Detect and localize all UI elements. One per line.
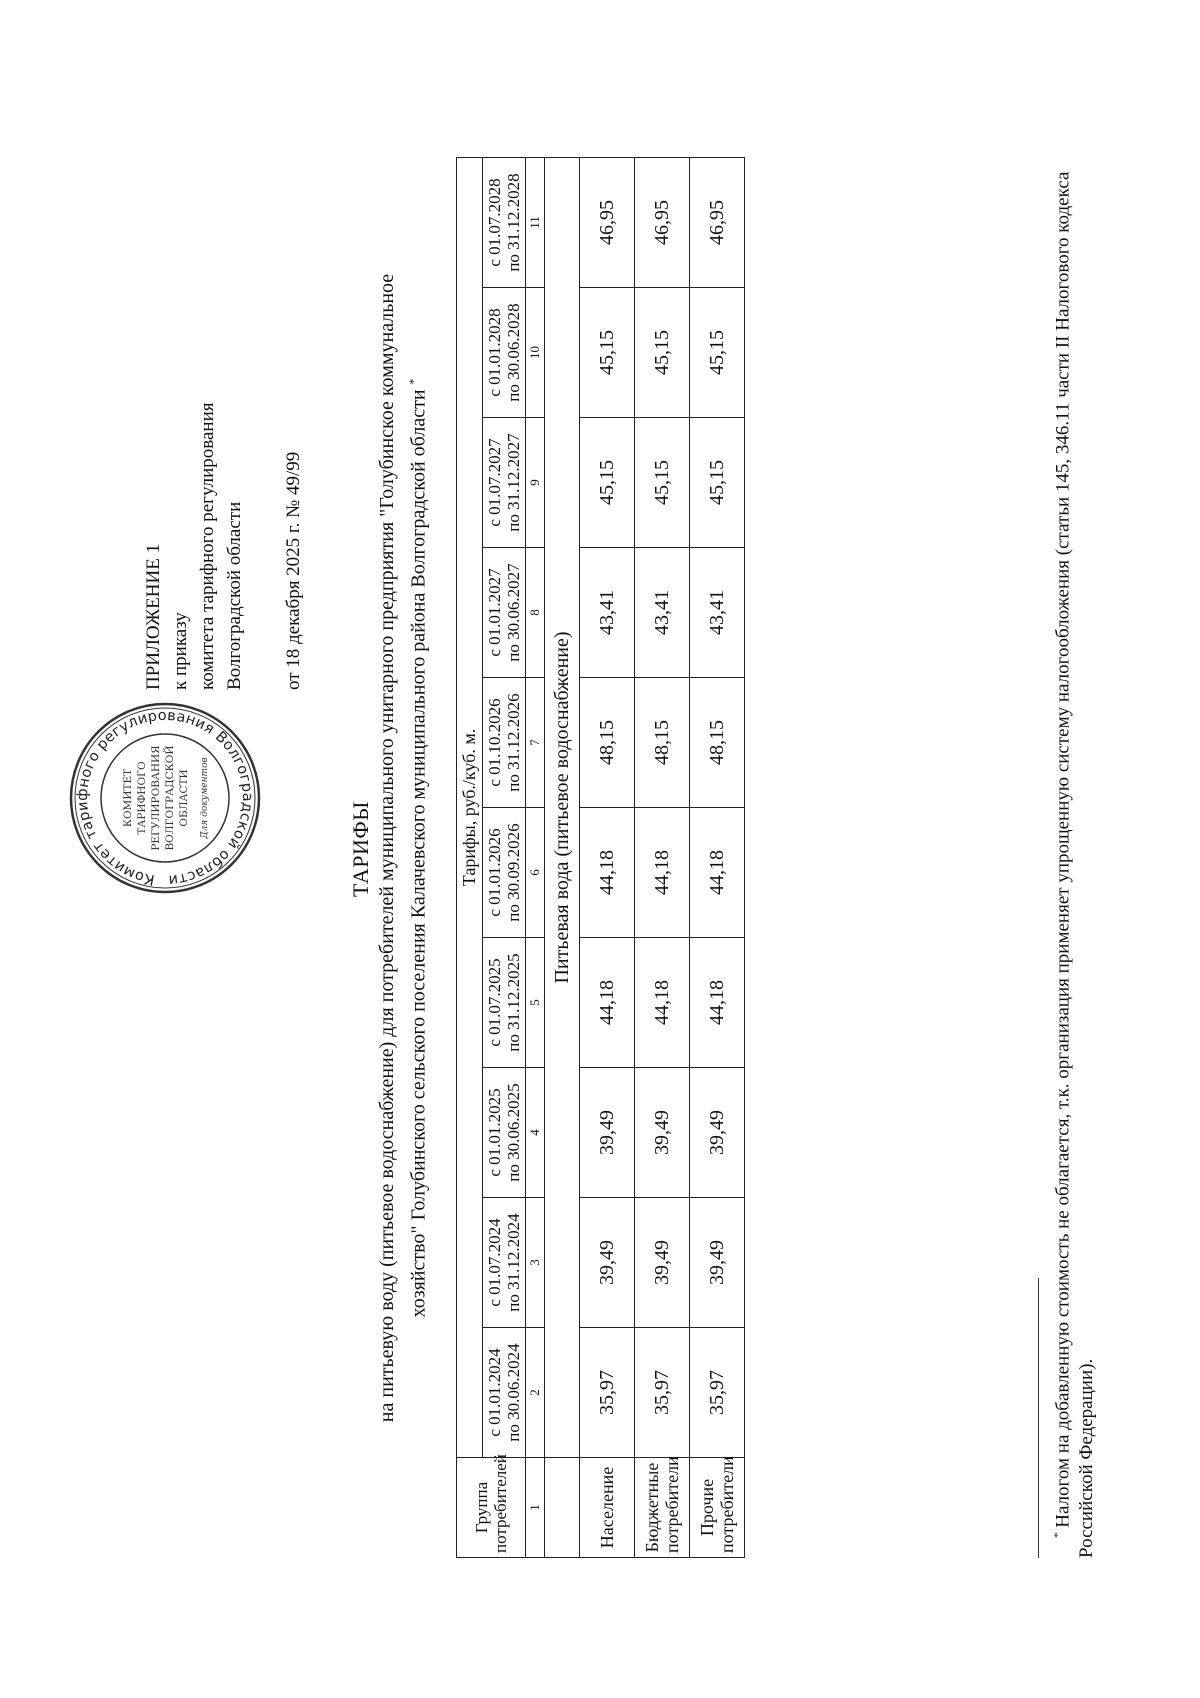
column-number: 5 <box>526 938 545 1068</box>
column-number-row <box>526 157 545 1557</box>
appendix-line-3: Волгоградской области <box>224 501 245 690</box>
period-end: по 31.12.2026 <box>504 693 523 792</box>
section-title: Питьевая вода (питьевое водоснабжение) <box>545 157 580 1457</box>
period-header <box>483 157 526 287</box>
period-header <box>483 938 526 1068</box>
tariff-value: 45,15 <box>635 418 690 548</box>
tariff-value: 44,18 <box>690 938 745 1068</box>
period-start: с 01.07.2028 <box>485 178 504 267</box>
footnote-separator <box>1038 1278 1039 1558</box>
svg-text:ВОЛГОГРАДСКОЙ: ВОЛГОГРАДСКОЙ <box>164 745 176 851</box>
period-start: с 01.07.2024 <box>485 1218 504 1307</box>
column-number: 7 <box>526 678 545 808</box>
table-row <box>690 157 745 1557</box>
period-header <box>483 678 526 808</box>
tariff-value: 45,15 <box>580 288 635 418</box>
period-start: с 01.01.2025 <box>485 1088 504 1177</box>
period-start: с 01.07.2027 <box>485 438 504 527</box>
column-number: 2 <box>526 1328 545 1458</box>
tariff-value: 35,97 <box>635 1328 690 1458</box>
appendix-line-2: комитета тарифного регулирования <box>197 402 218 690</box>
tariff-value: 43,41 <box>690 548 745 678</box>
appendix-block <box>140 330 307 690</box>
tariff-value: 43,41 <box>635 548 690 678</box>
consumer-group-name: Население <box>580 1458 635 1558</box>
tariff-value: 35,97 <box>690 1328 745 1458</box>
footnote-mark: * <box>1052 1532 1064 1538</box>
appendix-title: ПРИЛОЖЕНИЕ 1 <box>143 543 164 690</box>
tariff-value: 39,49 <box>635 1198 690 1328</box>
svg-text:Комитет тарифного регулировани: Комитет тарифного регулирования Волгоградской области <box>74 707 256 889</box>
column-number: 11 <box>526 157 545 287</box>
tariff-value: 35,97 <box>580 1328 635 1458</box>
tariff-table <box>456 157 745 1558</box>
tariff-value: 39,49 <box>580 1068 635 1198</box>
tariff-value: 45,15 <box>580 418 635 548</box>
subtitle-line-1: на питьевую воду (питьевое водоснабжение) для потребителей муниципального унитарного предприятия "Голубинское коммунальное <box>376 273 398 1423</box>
period-end: по 31.12.2024 <box>504 1213 523 1312</box>
tariff-value: 45,15 <box>690 418 745 548</box>
tariff-value: 39,49 <box>635 1068 690 1198</box>
period-start: с 01.01.2028 <box>485 308 504 397</box>
svg-text:ТАРИФНОГО: ТАРИФНОГО <box>136 761 148 835</box>
svg-text:ОБЛАСТИ: ОБЛАСТИ <box>178 769 190 827</box>
subtitle-footnote-mark: * <box>406 378 420 385</box>
table-header-row <box>457 157 483 1557</box>
group-header: Группа потребителей <box>457 1458 526 1558</box>
period-end: по 31.12.2028 <box>504 173 523 272</box>
period-header-row <box>483 157 526 1557</box>
consumer-group-name: Бюджетные потребители <box>635 1458 690 1558</box>
period-start: с 01.01.2027 <box>485 568 504 657</box>
official-seal <box>65 698 265 898</box>
period-header <box>483 548 526 678</box>
seal-graphic <box>65 698 265 898</box>
column-number: 1 <box>526 1458 545 1558</box>
section-empty-cell <box>545 1458 580 1558</box>
period-header <box>483 1068 526 1198</box>
tariff-value: 43,41 <box>580 548 635 678</box>
tariff-value: 46,95 <box>580 157 635 287</box>
footnote <box>1046 128 1099 1558</box>
consumer-group-name: Прочие потребители <box>690 1458 745 1558</box>
document-subtitle <box>374 228 432 1468</box>
period-header <box>483 1328 526 1458</box>
svg-text:Для документов: Для документов <box>200 757 210 839</box>
period-start: с 01.01.2026 <box>485 828 504 917</box>
period-end: по 30.09.2026 <box>504 823 523 922</box>
footnote-text: Налогом на добавленную стоимость не облагается, т.к. организация применяет упрощенную систему налогообложения (статьи 145, 346.11 части II Налогового кодекса Российской Федерации). <box>1052 171 1098 1558</box>
table-row <box>635 157 690 1557</box>
appendix-date: от 18 декабря 2025 г. № 49/99 <box>283 451 304 690</box>
column-number: 3 <box>526 1198 545 1328</box>
period-start: с 01.10.2026 <box>485 698 504 787</box>
document-title: ТАРИФЫ <box>348 801 373 897</box>
period-header <box>483 1198 526 1328</box>
tariff-value: 45,15 <box>635 288 690 418</box>
subtitle-line-2: хозяйство" Голубинского сельского поселения Калачевского муниципального района Волгоградской области <box>407 389 430 1318</box>
period-end: по 30.06.2027 <box>504 563 523 662</box>
period-start: с 01.01.2024 <box>485 1348 504 1437</box>
tariff-unit-header: Тарифы, руб./куб. м. <box>457 157 483 1457</box>
appendix-line-1: к приказу <box>170 612 191 690</box>
period-header <box>483 418 526 548</box>
tariff-value: 44,18 <box>580 938 635 1068</box>
tariff-value: 48,15 <box>580 678 635 808</box>
tariff-value: 46,95 <box>635 157 690 287</box>
tariff-value: 39,49 <box>690 1068 745 1198</box>
period-start: с 01.07.2025 <box>485 958 504 1047</box>
svg-text:РЕГУЛИРОВАНИЯ: РЕГУЛИРОВАНИЯ <box>150 745 162 851</box>
tariff-value: 44,18 <box>635 938 690 1068</box>
tariff-value: 44,18 <box>690 808 745 938</box>
svg-text:КОМИТЕТ: КОМИТЕТ <box>122 768 134 828</box>
section-row <box>545 157 580 1557</box>
period-end: по 30.06.2024 <box>504 1343 523 1442</box>
tariff-value: 39,49 <box>580 1198 635 1328</box>
period-end: по 30.06.2025 <box>504 1083 523 1182</box>
period-header <box>483 808 526 938</box>
column-number: 4 <box>526 1068 545 1198</box>
tariff-value: 45,15 <box>690 288 745 418</box>
column-number: 10 <box>526 288 545 418</box>
period-end: по 31.12.2025 <box>504 953 523 1052</box>
table-row <box>580 157 635 1557</box>
tariff-value: 44,18 <box>635 808 690 938</box>
period-end: по 31.12.2027 <box>504 433 523 532</box>
tariff-value: 48,15 <box>690 678 745 808</box>
tariff-value: 44,18 <box>580 808 635 938</box>
tariff-value: 46,95 <box>690 157 745 287</box>
period-end: по 30.06.2028 <box>504 303 523 402</box>
tariff-value: 39,49 <box>690 1198 745 1328</box>
column-number: 6 <box>526 808 545 938</box>
tariff-value: 48,15 <box>635 678 690 808</box>
column-number: 8 <box>526 548 545 678</box>
period-header <box>483 288 526 418</box>
column-number: 9 <box>526 418 545 548</box>
